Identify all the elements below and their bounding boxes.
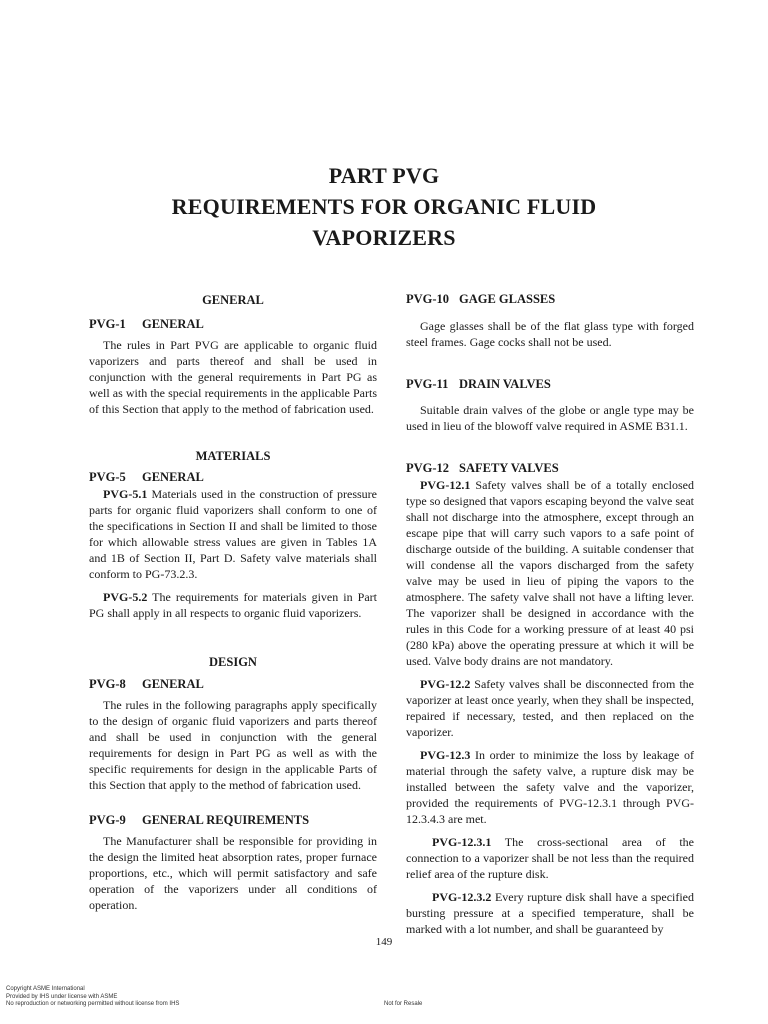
footer-line-2: Provided by IHS under license with ASME — [6, 993, 118, 1000]
paragraph-text: Safety valves shall be of a totally enclosed type so designed that vapors escaping beyond the valve seat shall not discharge into the atmosphere, except through an escape pipe that will carry such vapors to a safe point of discharge outside of the building. A suitable condenser that will condense all the vapors discharged from the safety valve may be used in lieu of piping the vapors to the atmosphere. The safety valve shall not have a lifting lever. The vaporizer shall be designed in accordance with the rules in this Code for a working pressure of at least 40 psi (280 kPa) above the operating pressure at which it will be used. Valve body drains are not mandatory. — [406, 478, 695, 668]
title-line-1: PART PVG — [328, 163, 440, 188]
paragraph-number: PVG-12.2 — [420, 677, 471, 691]
page-number: 149 — [375, 936, 393, 948]
footer-line-1: Copyright ASME International — [6, 986, 85, 992]
pvg11-text: Suitable drain valves of the globe or angle type may be used in lieu of the blowoff valve required in ASME B31.1. — [406, 403, 694, 433]
footer-line-3: No reproduction or networking permitted without license from IHS — [6, 1001, 180, 1007]
pvg10-text: Gage glasses shall be of the flat glass type with forged steel frames. Gage cocks shall not be used. — [406, 319, 694, 349]
section-pvg10-heading — [406, 292, 694, 307]
section-title: GENERAL — [142, 317, 204, 331]
section-title: SAFETY VALVES — [459, 461, 559, 475]
right-column — [406, 290, 694, 937]
page-title — [0, 160, 768, 253]
paragraph-text: The requirements for materials given in Part PG shall apply in all respects to organic fluid vaporizers. — [89, 590, 377, 620]
paragraph-text: The cross-sectional area of the connection to a vaporizer shall be not less than the required relief area of the rupture disk. — [406, 835, 694, 881]
section-title: DRAIN VALVES — [459, 377, 551, 391]
section-title: GENERAL — [142, 677, 204, 691]
section-number: PVG-5 — [89, 470, 126, 484]
paragraph-number: PVG-12.3 — [420, 748, 471, 762]
section-pvg8-heading — [89, 677, 377, 692]
pvg8-text: The rules in the following paragraphs apply specifically to the design of organic fluid vaporizers and parts thereof and shall be used in conjunction with the general requirements for design in Part PG as well as with the specific requirements for design in the applicable Parts of this Section that apply to the method of fabrication used. — [89, 698, 377, 792]
section-title: GAGE GLASSES — [459, 292, 556, 306]
section-pvg9-heading — [89, 813, 377, 828]
pvg12-3-paragraph — [406, 747, 694, 827]
resale-notice: Not for Resale — [384, 1001, 423, 1007]
section-title: GENERAL REQUIREMENTS — [142, 813, 310, 827]
title-line-2: REQUIREMENTS FOR ORGANIC FLUID — [171, 194, 597, 219]
paragraph-number: PVG-12.3.1 — [432, 835, 492, 849]
left-column — [89, 290, 377, 913]
paragraph-number: PVG-5.1 — [103, 487, 148, 501]
paragraph-number: PVG-12.3.2 — [432, 890, 492, 904]
pvg12-3-2-paragraph — [406, 889, 694, 937]
paragraph-number: PVG-12.1 — [420, 478, 471, 492]
design-heading: DESIGN — [209, 655, 257, 669]
pvg5-2-paragraph — [89, 589, 377, 621]
section-number: PVG-9 — [89, 813, 126, 827]
section-pvg1-heading — [89, 317, 377, 332]
materials-heading: MATERIALS — [195, 449, 271, 463]
section-pvg12-heading — [406, 461, 694, 476]
paragraph-text: Every rupture disk shall have a specified bursting pressure at a specified temperature, shall be marked with a lot number, and shall be guaranteed by — [406, 890, 695, 936]
section-number: PVG-11 — [406, 377, 449, 391]
pvg12-1-paragraph — [406, 477, 694, 669]
section-number: PVG-1 — [89, 317, 126, 331]
pvg5-1-paragraph — [89, 486, 377, 582]
section-number: PVG-10 — [406, 292, 450, 306]
copyright-footer — [6, 986, 179, 1009]
pvg12-3-1-paragraph — [406, 834, 694, 882]
pvg1-text: The rules in Part PVG are applicable to organic fluid vaporizers and parts thereof and shall be used in conjunction with the general requirements in Part PG as well as with the special requirements in the applicable Parts of this Section that apply to the method of fabrication used. — [89, 338, 377, 416]
pvg9-text: The Manufacturer shall be responsible for providing in the design the limited heat absorption rates, proper furnace proportions, etc., which will permit satisfactory and safe operation of the vaporizers under all conditions of operation. — [89, 834, 377, 912]
paragraph-text: Materials used in the construction of pressure parts for organic fluid vaporizers shall conform to one of the specifications in Section II and shall be limited to those for which allowable stress values are given in Tables 1A and 1B of Section II, Part D. Safety valve materials shall conform to PG-73.2.3. — [89, 487, 378, 581]
section-pvg5-heading — [89, 470, 377, 485]
paragraph-text: Safety valves shall be disconnected from the vaporizer at least once yearly, when they shall be inspected, repaired if necessary, tested, and then replaced on the vaporizer. — [406, 677, 695, 739]
section-number: PVG-12 — [406, 461, 450, 475]
section-pvg11-heading — [406, 377, 694, 392]
paragraph-number: PVG-5.2 — [103, 590, 148, 604]
paragraph-text: In order to minimize the loss by leakage of material through the safety valve, a rupture disk may be installed between the safety valve and the vaporizer, provided the requirements of PVG-12.3.1 through PVG-12.3.4.3 are met. — [406, 748, 694, 826]
title-line-3: VAPORIZERS — [312, 225, 456, 250]
section-number: PVG-8 — [89, 677, 126, 691]
pvg12-2-paragraph — [406, 676, 694, 740]
general-heading: GENERAL — [202, 293, 264, 307]
section-title: GENERAL — [142, 470, 204, 484]
